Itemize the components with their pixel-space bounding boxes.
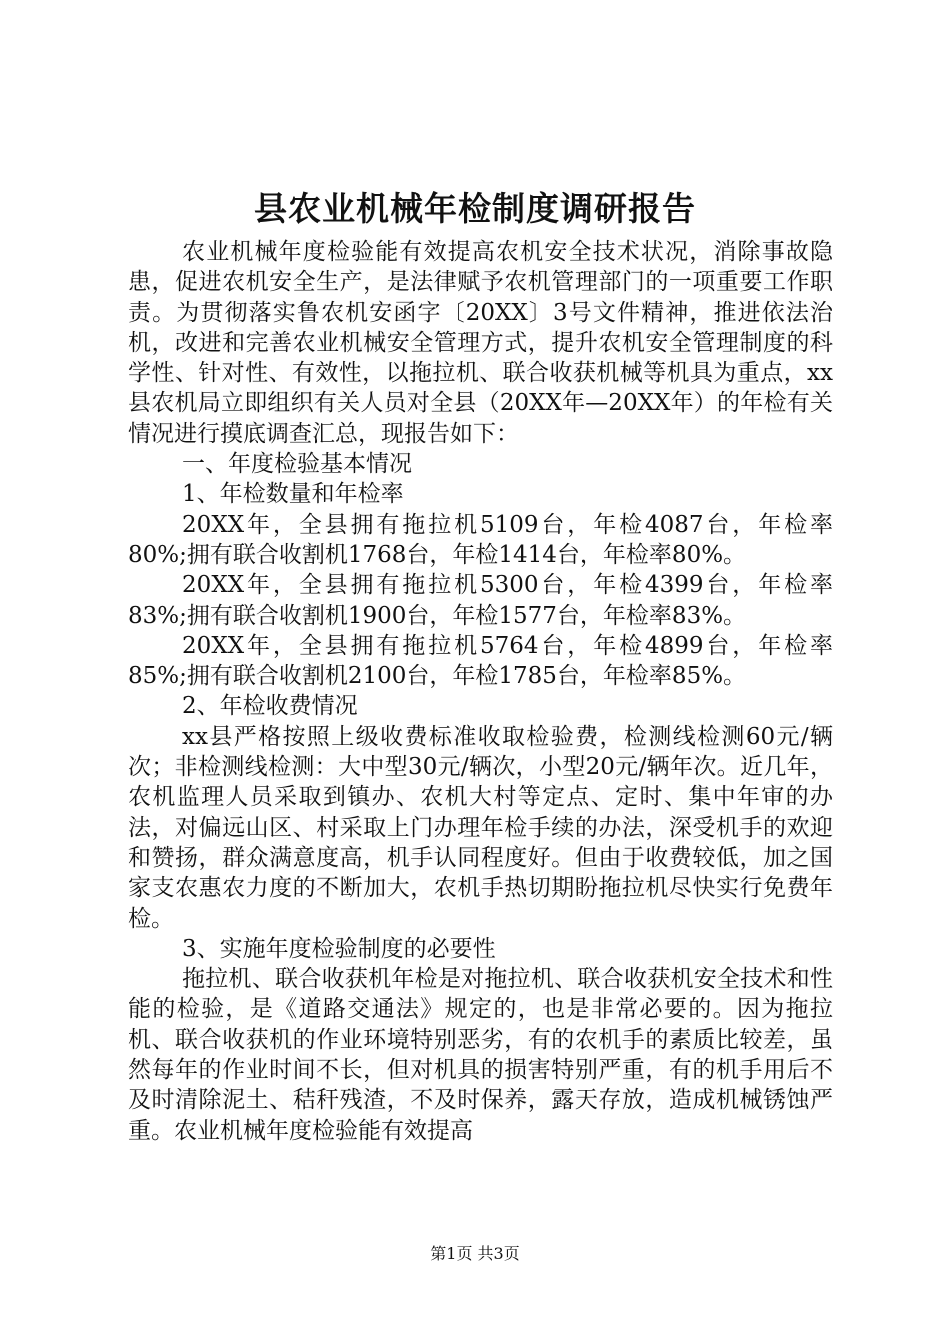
document-title: 县农业机械年检制度调研报告 <box>254 189 696 228</box>
section-heading-basic-situation: 一、年度检验基本情况 <box>182 451 413 478</box>
paragraph-intro: 农业机械年度检验能有效提高农机安全技术状况，消除事故隐患，促进农机安全生产，是法律赋予农机管理部门的一项重要工作职责。为贯彻落实鲁农机安函字〔20XX〕3号文件精神，推进依法治机，改进和完善农业机械安全管理方式，提升农机安全管理制度的科学性、针对性、有效性，以拖拉机、联合收获机械等机具为重点，xx县农机局立即组织有关人员对全县（20XX年—20XX年）的年检有关情况进行摸底调查汇总，现报告如下： <box>128 239 833 447</box>
paragraph-fees: xx县严格按照上级收费标准收取检验费，检测线检测60元/辆次；非检测线检测：大中型30元/辆次，小型20元/辆年次。近几年，农机监理人员采取到镇办、农机大村等定点、定时、集中年审的办法，对偏远山区、村采取上门办理年检手续的办法，深受机手的欢迎和赞扬，群众满意度高，机手认同程度好。但由于收费较低，加之国家支农惠农力度的不断加大，农机手热切期盼拖拉机尽快实行免费年检。 <box>128 723 833 932</box>
paragraph-necessity: 拖拉机、联合收获机年检是对拖拉机、联合收获机安全技术和性能的检验，是《道路交通法》规定的，也是非常必要的。因为拖拉机、联合收获机的作业环境特别恶劣，有的农机手的素质比较差，虽然每年的作业时间不长，但对机具的损害特别严重，有的机手用后不及时清除泥土、秸秆残渣，不及时保养，露天存放，造成机械锈蚀严重。农业机械年度检验能有效提高 <box>128 966 833 1144</box>
document-body <box>128 237 833 1146</box>
subheading-inspection-count: 1、年检数量和年检率 <box>182 481 404 508</box>
subheading-fees: 2、年检收费情况 <box>182 693 358 720</box>
paragraph-year-3: 20XX年，全县拥有拖拉机5764台，年检4899台，年检率85%;拥有联合收割机2100台，年检1785台，年检率85%。 <box>128 632 833 690</box>
page-number-footer: 第1页 共3页 <box>430 1244 520 1263</box>
subheading-necessity: 3、实施年度检验制度的必要性 <box>182 935 496 962</box>
paragraph-year-2: 20XX年，全县拥有拖拉机5300台，年检4399台，年检率83%;拥有联合收割机1900台，年检1577台，年检率83%。 <box>128 572 833 629</box>
paragraph-year-1: 20XX年，全县拥有拖拉机5109台，年检4087台，年检率80%;拥有联合收割机1768台，年检1414台，年检率80%。 <box>128 511 833 568</box>
